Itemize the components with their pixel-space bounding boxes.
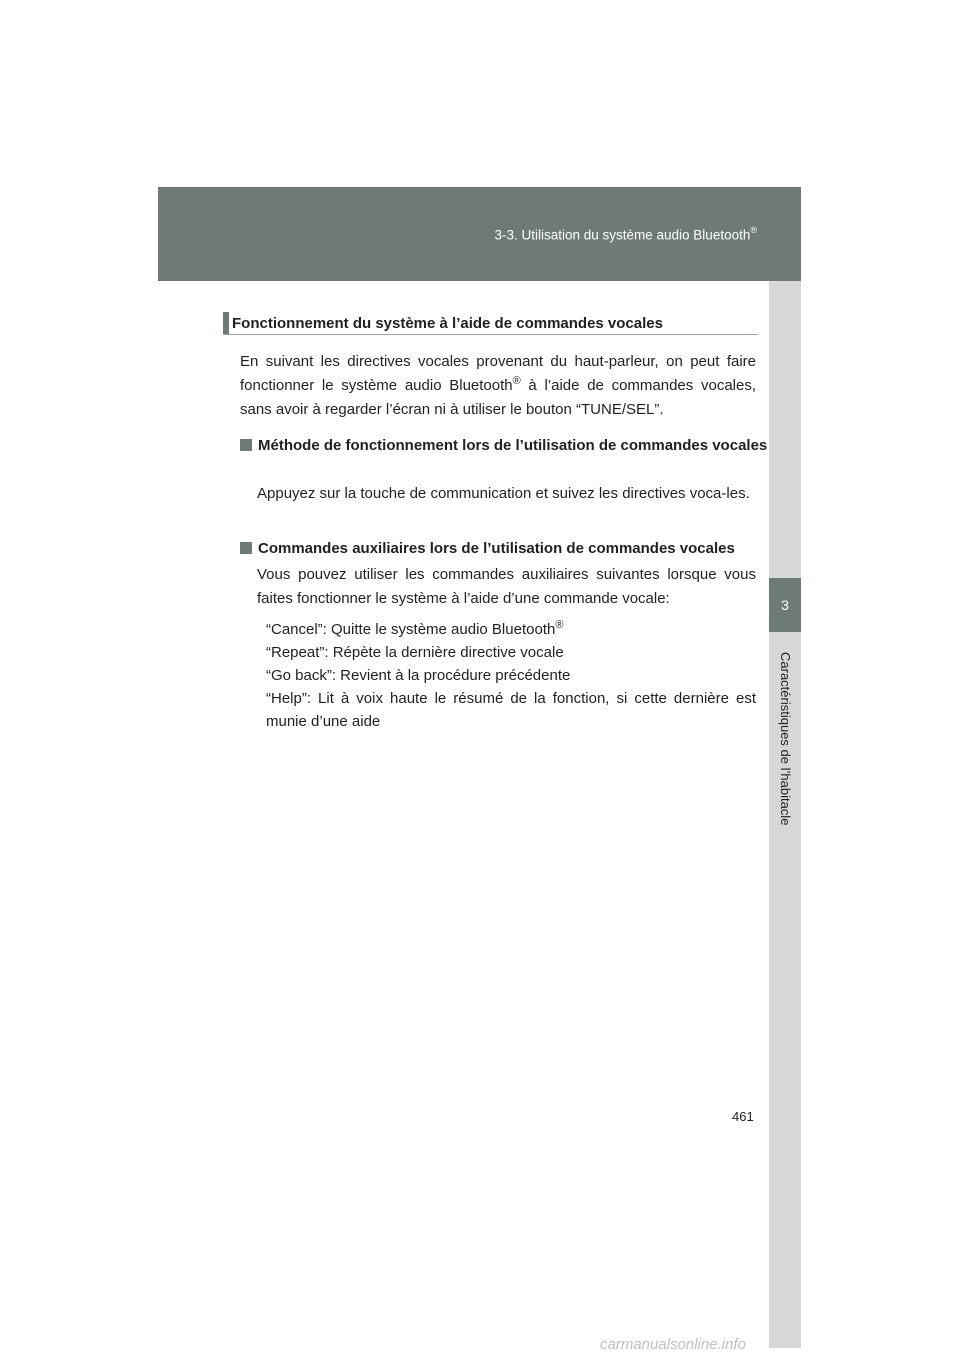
command-go-back: “Go back”: Revient à la procédure précédente: [266, 667, 571, 684]
chapter-number: 3: [769, 578, 801, 632]
command-help: “Help”: Lit à voix haute le résumé de la fonction, si cette dernière est munie d’une aide: [266, 690, 756, 730]
chapter-label: Caractéristiques de l’habitacle: [778, 652, 793, 826]
section-reference: 3-3. Utilisation du système audio Bluetooth®: [494, 225, 757, 243]
command-cancel: “Cancel”: Quitte le système audio Bluetooth®: [266, 619, 564, 638]
subsection-body-auxiliary: Vous pouvez utiliser les commandes auxiliaires suivantes lorsque vous faites fonctionner le système à l’aide d’une commande vocale:: [257, 566, 756, 607]
square-bullet-icon: [240, 542, 252, 554]
header-band: [158, 187, 801, 281]
intro-paragraph: En suivant les directives vocales provenant du haut-parleur, on peut faire fonctionner le système audio Bluetooth® à l’aide de commandes vocales, sans avoir à regarder l’écran ni à utiliser le bouton “TUNE/SEL”.: [240, 353, 756, 418]
subsection-title-method: Méthode de fonctionnement lors de l’utilisation de commandes vocales: [240, 435, 773, 457]
section-title: Fonctionnement du système à l’aide de commandes vocales: [232, 315, 663, 332]
command-repeat: “Repeat”: Répète la dernière directive vocale: [266, 644, 564, 661]
section-marker: [223, 312, 229, 334]
subsection-title-auxiliary: Commandes auxiliaires lors de l’utilisation de commandes vocales: [240, 538, 773, 560]
page-number: 461: [732, 1109, 754, 1124]
square-bullet-icon: [240, 439, 252, 451]
section-heading: [223, 312, 758, 335]
command-list: [266, 618, 756, 733]
subsection-body-method: Appuyez sur la touche de communication et suivez les directives voca-les.: [257, 485, 750, 502]
watermark: carmanualsonline.info: [600, 1336, 746, 1353]
